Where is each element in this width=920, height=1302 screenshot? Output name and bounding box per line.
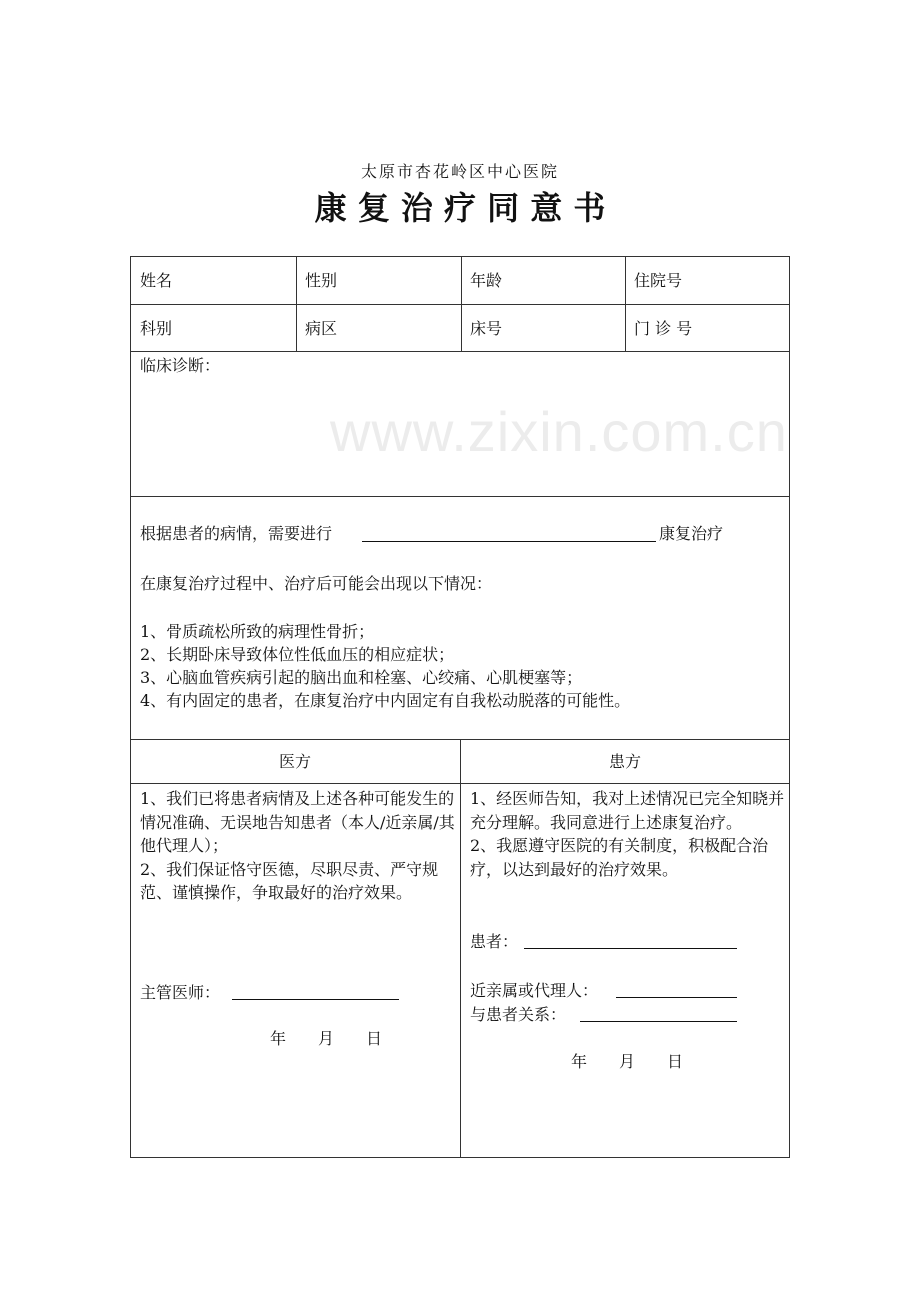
patient-statements: [470, 787, 785, 881]
name-label: 姓名: [140, 271, 173, 290]
department-label: 科别: [140, 319, 173, 338]
risk-item: 3、心脑血管疾病引起的脑出血和栓塞、心绞痛、心肌梗塞等；: [140, 668, 583, 687]
patient-header: 患方: [608, 752, 641, 771]
doctor-sign-label: 主管医师：: [140, 983, 221, 1002]
need-suffix: 康复治疗: [659, 524, 724, 543]
risk-intro: 在康复治疗过程中、治疗后可能会出现以下情况：: [140, 574, 493, 593]
doctor-statement-2: 2、我们保证恪守医德，尽职尽责、严守规范、谨慎操作，争取最好的治疗效果。: [140, 859, 439, 902]
gender-label: 性别: [305, 271, 338, 290]
table-border: [296, 256, 297, 352]
patient-sign-label: 患者：: [470, 932, 519, 951]
watermark: www.zixin.com.cn: [330, 400, 788, 463]
hospital-name: 太原市杏花岭区中心医院: [360, 162, 559, 181]
risk-item: 4、有内固定的患者，在康复治疗中内固定有自我松动脱落的可能性。: [140, 691, 631, 710]
need-prefix: 根据患者的病情，需要进行: [140, 524, 333, 543]
risk-item: 1、骨质疏松所致的病理性骨折；: [140, 622, 375, 641]
document-title: 康 复 治 疗 同 意 书: [314, 189, 606, 227]
relative-signature-field[interactable]: [616, 997, 737, 998]
diagnosis-label: 临床诊断：: [140, 356, 221, 375]
table-border: [130, 256, 790, 257]
age-label: 年龄: [470, 271, 503, 290]
relation-label: 与患者关系：: [470, 1005, 567, 1024]
inpatient-no-label: 住院号: [634, 271, 683, 290]
table-border: [460, 739, 461, 1158]
doctor-statements: [140, 787, 455, 905]
table-border: [461, 256, 462, 352]
bed-no-label: 床号: [470, 319, 503, 338]
doctor-statement-1: 1、我们已将患者病情及上述各种可能发生的情况准确、无误地告知患者（本人/近亲属/其他代理人）；: [140, 789, 455, 855]
patient-statement-1: 1、经医师告知，我对上述情况已完全知晓并充分理解。我同意进行上述康复治疗。: [470, 789, 785, 832]
treatment-blank[interactable]: [362, 541, 656, 542]
doctor-header: 医方: [278, 752, 311, 771]
risk-item: 2、长期卧床导致体位性低血压的相应症状；: [140, 645, 455, 664]
table-border: [130, 351, 790, 352]
doctor-signature-field[interactable]: [232, 999, 399, 1000]
patient-date: 年 月 日: [571, 1052, 684, 1071]
table-border: [130, 304, 790, 305]
doctor-date: 年 月 日: [270, 1029, 383, 1048]
patient-statement-2: 2、我愿遵守医院的有关制度，积极配合治疗，以达到最好的治疗效果。: [470, 836, 769, 879]
relative-sign-label: 近亲属或代理人：: [470, 981, 599, 1000]
patient-signature-field[interactable]: [524, 948, 737, 949]
outpatient-no-label: 门 诊 号: [634, 319, 693, 338]
table-border: [130, 496, 790, 497]
ward-label: 病区: [305, 319, 338, 338]
table-border: [130, 256, 131, 1158]
relation-field[interactable]: [580, 1021, 737, 1022]
table-border: [625, 256, 626, 352]
table-border: [789, 256, 790, 1158]
